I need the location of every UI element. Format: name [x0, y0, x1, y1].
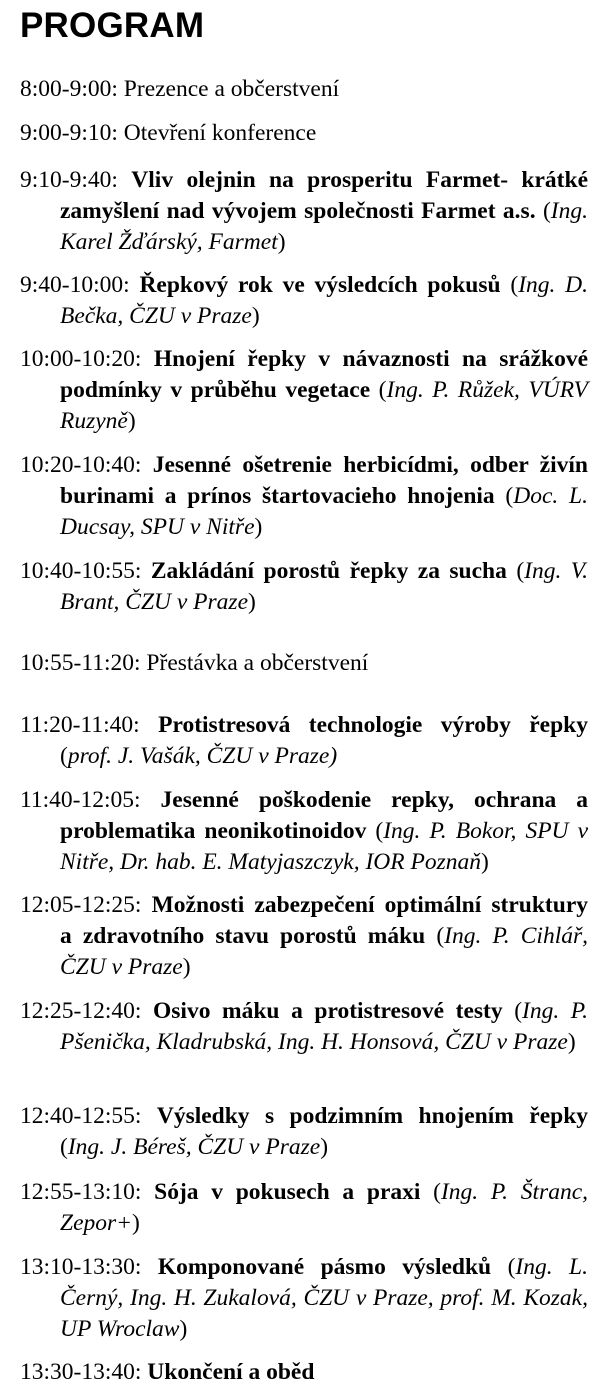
program-item [20, 270, 588, 332]
item-paren: ( [502, 998, 523, 1024]
program-item [20, 890, 588, 983]
item-title: Vliv olejnin na prosperitu Farmet- krátké zamyšlení nad vývojem společnosti Farmet a.s. [60, 167, 589, 224]
item-paren: ) [248, 589, 256, 615]
program-item [20, 785, 588, 878]
item-time: 10:20-10:40: [20, 452, 142, 478]
item-paren: ( [60, 1134, 68, 1160]
item-time: 10:00-10:20: [20, 346, 142, 372]
item-paren: ( [491, 1254, 516, 1280]
item-speakers: Ing. L. Černý, Ing. H. Zukalová, ČZU v Praze, prof. M. Kozak, UP Wroclaw [60, 1254, 588, 1342]
item-speakers: Ing. P. Růžek, VÚRV Ruzyně [60, 377, 589, 434]
program-item [20, 556, 588, 618]
program-item [20, 450, 588, 543]
item-speakers: Ing. P. Cihlář, ČZU v Praze [60, 923, 589, 980]
item-speakers: Ing. P. Pšenička, Kladrubská, Ing. H. Honsová, ČZU v Praze [60, 998, 589, 1055]
item-time: 11:40-12:05: [20, 787, 141, 813]
item-paren: ) [320, 1134, 329, 1160]
item-time: 9:40-10:00: [20, 272, 130, 298]
item-paren: ( [425, 923, 445, 949]
item-title: Sója v pokusech a praxi [154, 1179, 421, 1205]
program-item [20, 1357, 588, 1388]
item-title: Protistresová technologie výroby řepky [158, 712, 588, 738]
item-title: Otevření konference [123, 120, 317, 146]
item-title: Osivo máku a protistresové testy [153, 998, 503, 1024]
item-title: Přestávka a občerstvení [146, 650, 369, 676]
item-time: 13:30-13:40: [20, 1359, 142, 1385]
item-title: Výsledky s podzimním hnojením řepky [156, 1103, 589, 1129]
item-paren: ) [567, 1029, 576, 1055]
item-paren: ) [481, 849, 489, 875]
program-item [20, 1101, 588, 1163]
item-speakers: Ing. D. Bečka, ČZU v Praze [60, 272, 589, 329]
item-speakers: Ing. P. Štranc, Zepor+ [60, 1179, 588, 1236]
item-time: 8:00-9:00: [20, 76, 118, 102]
item-time: 12:40-12:55: [20, 1103, 142, 1129]
item-paren: ) [132, 1210, 140, 1236]
item-time: 10:40-10:55: [20, 558, 142, 584]
program-item [20, 165, 588, 258]
item-paren: ( [60, 743, 68, 769]
item-time: 10:55-11:20: [20, 650, 141, 676]
item-speakers: Ing. Karel Žďárský, Farmet [60, 198, 588, 255]
program-item [20, 1177, 588, 1239]
item-paren: ) [254, 514, 263, 540]
page-title: PROGRAM [20, 6, 205, 45]
item-title: Řepkový rok ve výsledcích pokusů [139, 272, 501, 298]
item-paren: ) [251, 303, 260, 329]
program-item [20, 1252, 588, 1345]
item-paren: ( [366, 818, 384, 844]
item-paren: ( [420, 1179, 441, 1205]
item-time: 9:00-9:10: [20, 120, 118, 146]
item-title: Možnosti zabezpečení optimální struktury a zdravotního stavu porostů máku [60, 892, 589, 949]
item-title: Ukončení a oběd [147, 1359, 315, 1385]
item-paren: ( [370, 377, 387, 403]
item-time: 12:55-13:10: [20, 1179, 142, 1205]
program-item [20, 344, 588, 437]
item-time: 12:25-12:40: [20, 998, 142, 1024]
program-item [20, 996, 588, 1058]
program-item [20, 648, 588, 679]
item-speakers: Ing. P. Bokor, SPU v Nitře, Dr. hab. E. Matyjaszczyk, IOR Poznaň [60, 818, 589, 875]
item-title: Jesenné ošetrenie herbicídmi, odber živín burinami a prínos štartovacieho hnojenia [60, 452, 588, 509]
item-title: Prezence a občerstvení [123, 76, 340, 102]
item-paren: ( [506, 558, 525, 584]
item-paren: ( [494, 483, 514, 509]
item-paren: ) [127, 408, 136, 434]
item-speakers: Ing. V. Brant, ČZU v Praze [60, 558, 589, 615]
program-item [20, 74, 588, 105]
item-speakers: prof. J. Vašák, ČZU v Praze) [67, 743, 338, 769]
item-paren: ) [182, 954, 191, 980]
item-speakers: Ing. J. Béreš, ČZU v Praze [67, 1134, 321, 1160]
item-speakers: Doc. L. Ducsay, SPU v Nitře [60, 483, 588, 540]
item-title: Komponované pásmo výsledků [157, 1254, 492, 1280]
item-time: 13:10-13:30: [20, 1254, 142, 1280]
item-paren: ( [500, 272, 519, 298]
item-time: 9:10-9:40: [20, 167, 118, 193]
program-item [20, 118, 588, 149]
item-title: Jesenné poškodenie repky, ochrana a problematika neonikotinoidov [60, 787, 588, 844]
item-paren: ( [535, 198, 551, 224]
item-time: 11:20-11:40: [20, 712, 140, 738]
item-title: Zakládání porostů řepky za sucha [150, 558, 507, 584]
item-paren: ) [179, 1316, 188, 1342]
program-item [20, 710, 588, 772]
item-time: 12:05-12:25: [20, 892, 142, 918]
item-title: Hnojení řepky v návaznosti na srážkové podmínky v průběhu vegetace [60, 346, 588, 403]
item-paren: ) [277, 229, 286, 255]
